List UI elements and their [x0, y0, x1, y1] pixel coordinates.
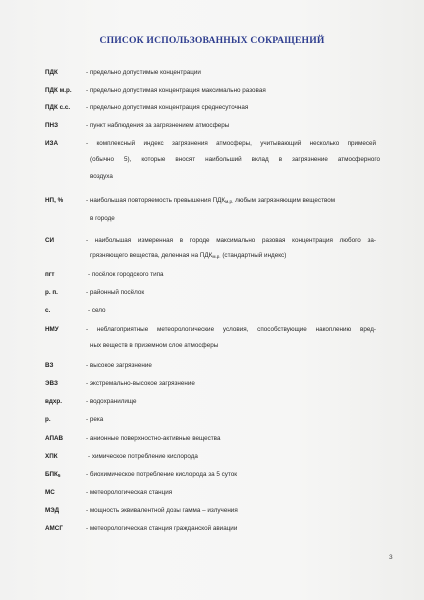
abbreviation: НМУ — [45, 326, 59, 333]
abbreviation: ЭВЗ — [45, 380, 58, 387]
definition: - водохранилище — [86, 398, 137, 405]
definition: - экстремально-высокое загрязнение — [86, 380, 195, 387]
abbreviation: ИЗА — [45, 140, 59, 147]
definition-continuation: в городе — [90, 215, 115, 222]
abbreviation: ПДК м.р. — [45, 87, 72, 94]
page-title: СПИСОК ИСПОЛЬЗОВАННЫХ СОКРАЩЕНИЙ — [99, 35, 325, 46]
definition: - анионные поверхностно-активные вещества — [86, 435, 221, 442]
abbreviation: АПАВ — [45, 435, 64, 442]
abbreviation: ПДК — [45, 69, 58, 76]
abbreviation: $БПК_5$ — [45, 471, 61, 478]
abbreviation: ПНЗ — [45, 122, 59, 129]
abbreviation: р. п. — [45, 289, 58, 296]
definition: - мощность эквивалентной дозы гамма – излучения — [86, 507, 238, 514]
definition: - река — [86, 416, 104, 423]
abbreviation: МЭД — [45, 507, 60, 514]
abbreviation: с. — [45, 307, 51, 314]
definition: - предельно допустимая концентрация среднесуточная — [86, 104, 249, 111]
definition: - наибольшая измеренная в городе максимально разовая концентрация любого за- — [86, 237, 376, 244]
definition: - посёлок городского типа — [88, 271, 164, 278]
definition: - метеорологическая станция гражданской авиации — [86, 525, 238, 532]
definition: - биохимическое потребление кислорода за 5 суток — [86, 471, 237, 478]
definition: - село — [88, 307, 106, 314]
abbreviation: НП, % — [45, 197, 64, 204]
definition-continuation: ных веществ в приземном слое атмосферы — [90, 342, 219, 349]
definition: - предельно допустимые концентрации — [86, 69, 201, 76]
page-number: 3 — [389, 554, 393, 561]
definition-continuation: воздуха — [90, 173, 113, 180]
abbreviation: пгт — [45, 271, 55, 278]
abbreviation: АМСГ — [45, 525, 63, 532]
abbreviation: СИ — [45, 237, 55, 244]
definition: - неблагоприятные метеорологические условия, способствующие накоплению вред- — [86, 326, 376, 333]
definition: - предельно допустимая концентрация максимально разовая — [86, 87, 266, 94]
definition: - районный посёлок — [86, 289, 145, 296]
definition: - пункт наблюдения за загрязнением атмосферы — [86, 122, 230, 129]
abbreviation: ХПК — [45, 453, 58, 460]
abbreviation: ВЗ — [45, 362, 54, 369]
abbreviation: р. — [45, 416, 51, 423]
abbreviation: ПДК с.с. — [45, 104, 71, 111]
definition: - наибольшая повторяемость превышения $ПДК_{м.р.}$ любым загрязняющим веществом — [86, 197, 336, 204]
definition: - комплексный индекс загрязнения атмосферы, учитывающий несколько примесей — [86, 140, 376, 147]
abbreviation: вдхр. — [45, 398, 62, 405]
definition: - химическое потребление кислорода — [88, 453, 198, 460]
definition: - высокое загрязнение — [86, 362, 152, 369]
abbreviation: МС — [45, 489, 55, 496]
definition-continuation: грязняющего вещества, деленная на $ПДК_{м.р.}$ (стандартный индекс) — [90, 252, 287, 259]
definition-continuation: (обычно 5), которые вносят наибольший вклад в загрязнение атмосферного — [90, 156, 380, 163]
definition: - метеорологическая станция — [86, 489, 173, 496]
